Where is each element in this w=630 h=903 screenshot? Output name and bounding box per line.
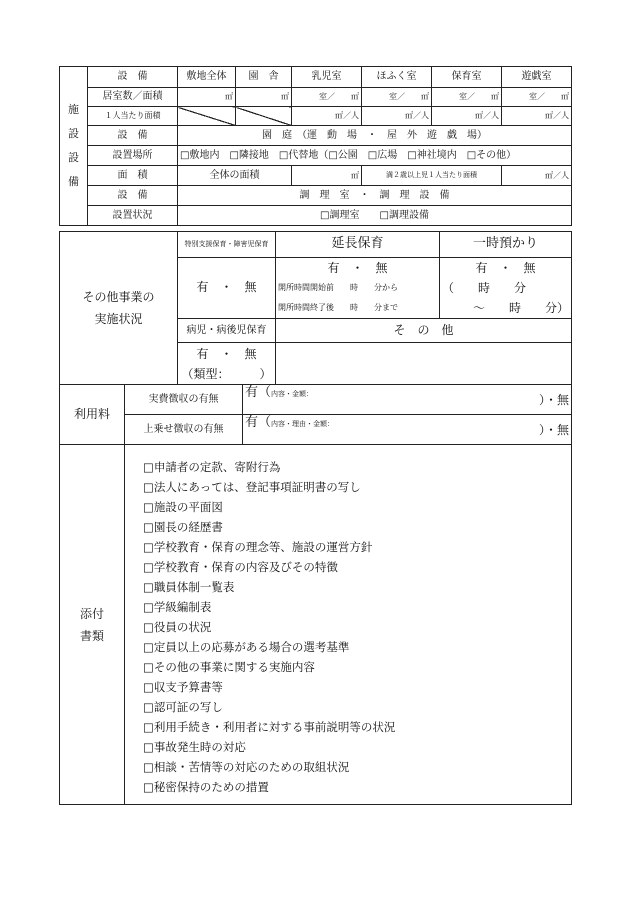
other-services-label: その他事業の 実施状況 [60, 232, 178, 385]
attachments-table [59, 444, 572, 805]
total-area-label: 全体の面積 [178, 166, 292, 186]
extended-care-details: 有 ・ 無 開所時間開始前 時 分から 開所時間終了後 時 分まで [276, 258, 440, 319]
col-crawling-room: ほふく室 [362, 67, 432, 88]
temporary-care-details: 有 ・ 無 （ 時 分 ～ 時 分） [440, 258, 572, 319]
attachment-item: □職員体制一覧表 [143, 580, 235, 594]
infant-per-person: ㎡／人 [292, 107, 362, 126]
actual-cost-label: 実費徴収の有無 [125, 385, 243, 415]
equipment-label: 設 備 [88, 126, 178, 146]
area-label: 面 積 [88, 166, 178, 186]
attachments-list [125, 445, 572, 805]
attachment-item: □園長の経歴書 [143, 520, 223, 534]
attachment-item: □学級編制表 [143, 600, 212, 614]
total-area-unit: ㎡ [292, 166, 362, 186]
attachment-item: □申請者の定款、寄附行為 [143, 460, 281, 474]
nursery-room-count: 室／ ㎡ [432, 88, 502, 107]
playroom-count: 室／ ㎡ [502, 88, 572, 107]
extended-care-heading: 延長保育 [276, 232, 440, 258]
equipment-label: 設 備 [88, 186, 178, 206]
nursery-per-person: ㎡／人 [432, 107, 502, 126]
attachment-item: □定員以上の応募がある場合の選考基準 [143, 640, 350, 654]
kitchen-heading: 調 理 室 ・ 調 理 設 備 [178, 186, 572, 206]
per-person-area-label: １人当たり面積 [88, 107, 178, 126]
facility-side-label: 施 設 設 備 [60, 67, 88, 226]
attachment-item: □認可証の写し [143, 700, 223, 714]
other-heading: そ の 他 [276, 319, 572, 343]
location-options: □敷地内 □隣接地 □代替地（□公園 □広場 □神社境内 □その他） [178, 146, 572, 166]
age2-per-person-unit: ㎡／人 [502, 166, 572, 186]
attachment-item: □役員の状況 [143, 620, 212, 634]
fee-table [59, 384, 572, 445]
building-area: ㎡ [236, 88, 292, 107]
attachments-label: 添付 書類 [60, 445, 125, 805]
diagonal-cell [178, 107, 236, 126]
whole-site-area: ㎡ [178, 88, 236, 107]
diagonal-cell [236, 107, 292, 126]
other-services-table [59, 231, 572, 385]
temporary-care-heading: 一時預かり [440, 232, 572, 258]
kitchen-options: □調理室 □調理設備 [178, 206, 572, 226]
col-nursery-room: 保育室 [432, 67, 502, 88]
playground-heading: 園 庭 （運 動 場 ・ 屋 外 遊 戯 場） [178, 126, 572, 146]
attachment-item: □学校教育・保育の内容及びその特徴 [143, 560, 338, 574]
facility-table [59, 66, 572, 226]
col-building: 園 舎 [236, 67, 292, 88]
install-status-label: 設置状況 [88, 206, 178, 226]
attachment-item: □施設の平面図 [143, 500, 223, 514]
equipment-label: 設 備 [88, 67, 178, 88]
attachment-item: □事故発生時の対応 [143, 740, 246, 754]
sick-child-care-heading: 病児・病後児保育 [178, 319, 276, 343]
attachment-item: □秘密保持のための措置 [143, 780, 269, 794]
playroom-per-person: ㎡／人 [502, 107, 572, 126]
col-whole-site: 敷地全体 [178, 67, 236, 88]
attachment-item: □法人にあっては、登記事項証明書の写し [143, 480, 361, 494]
attachment-item: □その他の事業に関する実施内容 [143, 660, 315, 674]
infant-room-count: 室／ ㎡ [292, 88, 362, 107]
special-support-yes-no: 有 ・ 無 [178, 258, 276, 319]
special-support-heading: 特別支援保育・障害児保育 [178, 232, 276, 258]
surcharge-label: 上乗せ徴収の有無 [125, 415, 243, 445]
crawling-per-person: ㎡／人 [362, 107, 432, 126]
location-label: 設置場所 [88, 146, 178, 166]
sick-child-care-yes-no: 有 ・ 無 （類型： ） [178, 343, 276, 385]
room-count-area-label: 居室数／面積 [88, 88, 178, 107]
attachment-item: □収支予算書等 [143, 680, 223, 694]
col-playroom: 遊戯室 [502, 67, 572, 88]
surcharge-value: 有（内容・理由・金額： ）・無 [243, 415, 572, 445]
fee-label: 利用料 [60, 385, 125, 445]
attachment-item: □学校教育・保育の理念等、施設の運営方針 [143, 540, 373, 554]
crawling-room-count: 室／ ㎡ [362, 88, 432, 107]
attachment-item: □利用手続き・利用者に対する事前説明等の状況 [143, 720, 396, 734]
other-content [276, 343, 572, 385]
age2-per-person-label: 満２歳以上児１人当たり面積 [362, 166, 502, 186]
col-infant-room: 乳児室 [292, 67, 362, 88]
attachment-item: □相談・苦情等の対応のための取組状況 [143, 760, 350, 774]
actual-cost-value: 有（内容・金額： ）・無 [243, 385, 572, 415]
